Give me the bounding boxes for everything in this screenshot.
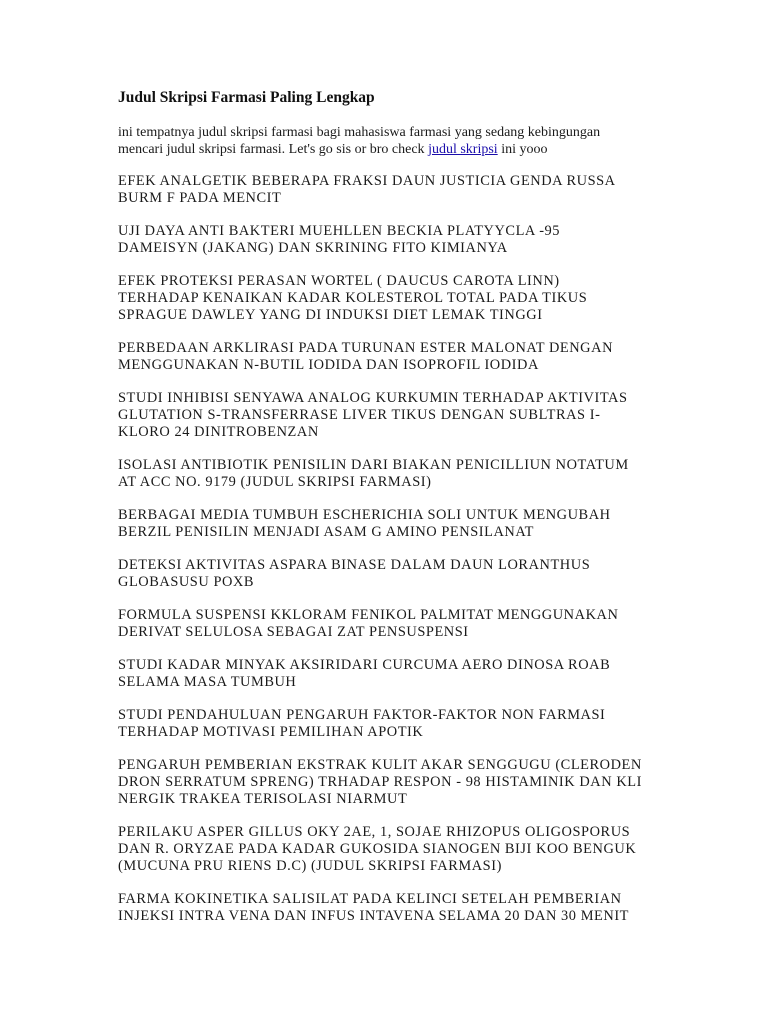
thesis-title-line: BURM F PADA MENCIT bbox=[118, 190, 282, 206]
thesis-title-item bbox=[118, 223, 658, 257]
thesis-title-line: BERZIL PENISILIN MENJADI ASAM G AMINO PENSILANAT bbox=[118, 524, 535, 540]
thesis-title-line: BERBAGAI MEDIA TUMBUH ESCHERICHIA SOLI UNTUK MENGUBAH bbox=[118, 507, 611, 523]
thesis-title-list bbox=[118, 173, 658, 925]
thesis-title-line: STUDI INHIBISI SENYAWA ANALOG KURKUMIN TERHADAP AKTIVITAS bbox=[118, 390, 628, 406]
judul-skripsi-link[interactable]: judul skripsi bbox=[428, 142, 498, 157]
thesis-title-item bbox=[118, 390, 658, 441]
intro-line-1: ini tempatnya judul skripsi farmasi bagi mahasiswa farmasi yang sedang kebingungan bbox=[118, 125, 601, 140]
thesis-title-item bbox=[118, 173, 658, 207]
thesis-title-item bbox=[118, 707, 658, 741]
document-title: Judul Skripsi Farmasi Paling Lengkap bbox=[118, 89, 375, 106]
thesis-title-line: UJI DAYA ANTI BAKTERI MUEHLLEN BECKIA PLATYYCLA -95 bbox=[118, 223, 561, 239]
thesis-title-line: NERGIK TRAKEA TERISOLASI NIARMUT bbox=[118, 791, 408, 807]
thesis-title-line: DAN R. ORYZAE PADA KADAR GUKOSIDA SIANOGEN BIJI KOO BENGUK bbox=[118, 841, 637, 857]
thesis-title-line: SELAMA MASA TUMBUH bbox=[118, 674, 297, 690]
thesis-title-item bbox=[118, 757, 658, 808]
thesis-title-item bbox=[118, 507, 658, 541]
thesis-title-line: PERBEDAAN ARKLIRASI PADA TURUNAN ESTER MALONAT DENGAN bbox=[118, 340, 614, 356]
thesis-title-line: FORMULA SUSPENSI KKLORAM FENIKOL PALMITAT MENGGUNAKAN bbox=[118, 607, 619, 623]
thesis-title-item bbox=[118, 273, 658, 324]
thesis-title-line: STUDI KADAR MINYAK AKSIRIDARI CURCUMA AERO DINOSA ROAB bbox=[118, 657, 611, 673]
thesis-title-item bbox=[118, 557, 658, 591]
thesis-title-line: DETEKSI AKTIVITAS ASPARA BINASE DALAM DAUN LORANTHUS bbox=[118, 557, 591, 573]
intro-text-after-link: ini yooo bbox=[497, 142, 548, 157]
thesis-title-line: DRON SERRATUM SPRENG) TRHADAP RESPON - 98 HISTAMINIK DAN KLI bbox=[118, 774, 642, 790]
thesis-title-line: TERHADAP KENAIKAN KADAR KOLESTEROL TOTAL PADA TIKUS bbox=[118, 290, 588, 306]
thesis-title-line: MENGGUNAKAN N-BUTIL IODIDA DAN ISOPROFIL IODIDA bbox=[118, 357, 539, 373]
thesis-title-line: STUDI PENDAHULUAN PENGARUH FAKTOR-FAKTOR NON FARMASI bbox=[118, 707, 606, 723]
thesis-title-line: AT ACC NO. 9179 (JUDUL SKRIPSI FARMASI) bbox=[118, 474, 432, 490]
intro-paragraph bbox=[118, 124, 658, 158]
thesis-title-line: SPRAGUE DAWLEY YANG DI INDUKSI DIET LEMAK TINGGI bbox=[118, 307, 543, 323]
thesis-title-line: GLOBASUSU POXB bbox=[118, 574, 255, 590]
thesis-title-item bbox=[118, 607, 658, 641]
thesis-title-line: DERIVAT SELULOSA SEBAGAI ZAT PENSUSPENSI bbox=[118, 624, 469, 640]
thesis-title-item bbox=[118, 340, 658, 374]
thesis-title-line: EFEK PROTEKSI PERASAN WORTEL ( DAUCUS CAROTA LINN) bbox=[118, 273, 560, 289]
intro-text-before-link: mencari judul skripsi farmasi. Let's go sis or bro check bbox=[118, 142, 429, 157]
thesis-title-line: PENGARUH PEMBERIAN EKSTRAK KULIT AKAR SENGGUGU (CLERODEN bbox=[118, 757, 642, 773]
thesis-title-item bbox=[118, 891, 658, 925]
thesis-title-line: GLUTATION S-TRANSFERRASE LIVER TIKUS DENGAN SUBLTRAS I- bbox=[118, 407, 601, 423]
document-content bbox=[118, 88, 658, 941]
thesis-title-line: ISOLASI ANTIBIOTIK PENISILIN DARI BIAKAN PENICILLIUN NOTATUM bbox=[118, 457, 629, 473]
thesis-title-line: FARMA KOKINETIKA SALISILAT PADA KELINCI SETELAH PEMBERIAN bbox=[118, 891, 622, 907]
thesis-title-line: PERILAKU ASPER GILLUS OKY 2AE, 1, SOJAE RHIZOPUS OLIGOSPORUS bbox=[118, 824, 631, 840]
thesis-title-item bbox=[118, 824, 658, 875]
thesis-title-line: KLORO 24 DINITROBENZAN bbox=[118, 424, 319, 440]
thesis-title-line: (MUCUNA PRU RIENS D.C) (JUDUL SKRIPSI FARMASI) bbox=[118, 858, 502, 874]
thesis-title-line: EFEK ANALGETIK BEBERAPA FRAKSI DAUN JUSTICIA GENDA RUSSA bbox=[118, 173, 616, 189]
thesis-title-item bbox=[118, 457, 658, 491]
thesis-title-line: INJEKSI INTRA VENA DAN INFUS INTAVENA SELAMA 20 DAN 30 MENIT bbox=[118, 908, 630, 924]
intro-line-2 bbox=[118, 141, 658, 158]
thesis-title-item bbox=[118, 657, 658, 691]
thesis-title-line: TERHADAP MOTIVASI PEMILIHAN APOTIK bbox=[118, 724, 424, 740]
thesis-title-line: DAMEISYN (JAKANG) DAN SKRINING FITO KIMIANYA bbox=[118, 240, 508, 256]
